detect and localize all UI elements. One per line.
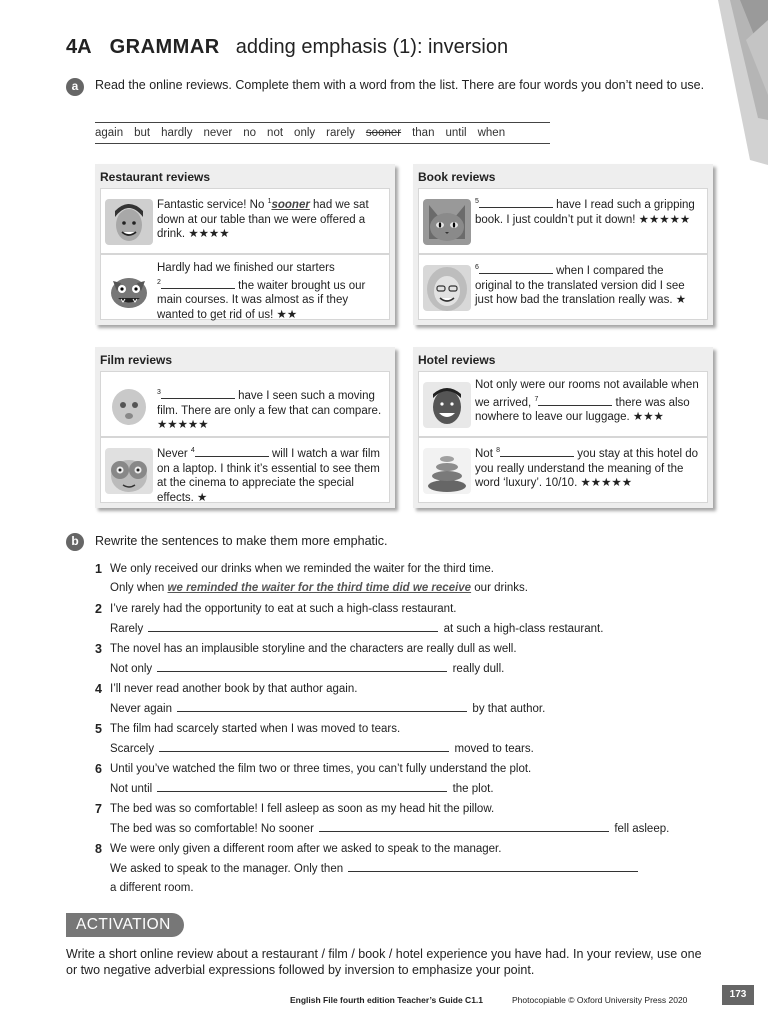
original-sentence: The film had scarcely started when I was moved to tears.	[110, 723, 401, 735]
man-face-image	[105, 199, 153, 245]
baby-face-image	[105, 382, 153, 428]
original-sentence: We only received our drinks when we reminded the waiter for the third time.	[110, 563, 494, 575]
original-sentence: I’ll never read another book by that author again.	[110, 683, 358, 695]
word: until	[445, 127, 467, 139]
rewrite-ending: moved to tears.	[454, 743, 534, 755]
rewrite-ending: at such a high-class restaurant.	[443, 623, 604, 635]
word: hardly	[161, 127, 193, 139]
rewrite-item	[95, 562, 735, 596]
exercise-a-badge: a	[66, 78, 84, 96]
review-text-end: have I seen such a moving film. There are only a few that can compare. ★★★★★	[157, 389, 382, 432]
answer-line[interactable]	[157, 661, 447, 672]
monster-image	[105, 265, 153, 311]
rewrite-line	[95, 621, 735, 637]
review-text-start: Not	[475, 447, 497, 460]
original-sentence: The novel has an implausible storyline and the characters are really dull as well.	[110, 643, 517, 655]
review-text-start: Never	[157, 447, 191, 460]
review-text-end: will I watch a war film on a laptop. I think it’s essential to see them at the cinema to appreciate the special effects. ★	[157, 447, 380, 505]
panel-header: Book reviews	[418, 170, 496, 184]
review-card	[418, 188, 708, 254]
review-text	[475, 444, 703, 491]
rewrite-ending: by that author.	[472, 703, 546, 715]
item-number: 6	[95, 762, 102, 776]
footer-copyright: Photocopiable © Oxford University Press 2020	[512, 995, 688, 1005]
item-number: 5	[95, 722, 102, 736]
answer-line[interactable]	[319, 821, 609, 832]
item-number: 7	[95, 802, 102, 816]
review-text	[475, 378, 703, 425]
rewrite-ending: fell asleep.	[614, 823, 670, 835]
word: than	[412, 127, 435, 139]
word-list	[95, 122, 550, 144]
exercise-b-instruction: Rewrite the sentences to make them more emphatic.	[95, 534, 388, 548]
footer-book-title: English File fourth edition Teacher’s Guide C1.1	[290, 995, 484, 1005]
rewrite-prompt: Scarcely	[110, 743, 155, 755]
gap-number: 5	[475, 198, 479, 205]
topic-label: adding emphasis (1): inversion	[235, 36, 509, 58]
item-number: 8	[95, 842, 102, 856]
rewrite-prompt: Not only	[110, 663, 153, 675]
rewrite-prompt: The bed was so comfortable! No sooner	[110, 823, 314, 835]
stacked-stones-image	[423, 448, 471, 494]
item-number: 4	[95, 682, 102, 696]
answer-blank[interactable]	[479, 264, 553, 274]
panel-header: Restaurant reviews	[100, 170, 211, 184]
item-number: 2	[95, 602, 102, 616]
rewrite-prompt: Rarely	[110, 623, 144, 635]
example-answer: sooner	[271, 198, 310, 211]
book-reviews-panel	[413, 164, 713, 325]
review-card	[100, 371, 390, 437]
answer-blank[interactable]	[161, 389, 235, 399]
word: again	[95, 127, 124, 139]
review-text	[157, 261, 385, 323]
review-text-end: had we sat down at our table than we were offered a drink. ★★★★	[157, 198, 369, 241]
gap-number: 4	[190, 447, 195, 454]
word: only	[294, 127, 316, 139]
review-text-end: when I compared the original to the translated version did I see just how bad the translation really was. ★	[475, 264, 687, 307]
activation-label: ACTIVATION	[66, 913, 184, 937]
answer-blank[interactable]	[195, 447, 269, 457]
restaurant-reviews-panel	[95, 164, 395, 325]
word: but	[134, 127, 151, 139]
review-text-start: Hardly had we finished our starters	[157, 262, 335, 274]
review-card	[418, 437, 708, 503]
rewrite-prompt: We asked to speak to the manager. Only then	[110, 863, 344, 875]
original-sentence: We were only given a different room after we asked to speak to the manager.	[110, 843, 502, 855]
activation-text: Write a short online review about a restaurant / film / book / hotel experience you have had. In your review, use one or two negative adverbial expressions followed by inversion to emphasize your point.	[66, 947, 702, 977]
rewrite-prompt: Never again	[110, 703, 173, 715]
woman-face-image	[423, 265, 471, 311]
review-text-end: there was also nowhere to leave our luggage. ★★★	[475, 396, 690, 424]
review-text	[157, 444, 385, 506]
page-number: 173	[722, 985, 754, 1005]
answer-line[interactable]	[159, 741, 449, 752]
unit-label: 4A	[66, 36, 92, 58]
review-card	[100, 437, 390, 503]
review-card	[418, 371, 708, 437]
rewrite-ending: really dull.	[452, 663, 505, 675]
gap-number: 1	[267, 198, 272, 205]
word: not	[267, 127, 284, 139]
exercise-a-instruction: Read the online reviews. Complete them with a word from the list. There are four words you don’t need to use.	[95, 78, 705, 92]
item-number: 3	[95, 642, 102, 656]
review-text	[157, 195, 385, 242]
review-card	[418, 254, 708, 320]
rewrite-item	[95, 722, 735, 757]
item-number: 1	[95, 562, 102, 576]
word-used: sooner	[365, 127, 402, 139]
exercise-b-badge: b	[66, 533, 84, 551]
answer-line[interactable]	[148, 621, 438, 632]
review-card	[100, 188, 390, 254]
rewrite-line	[95, 821, 735, 837]
answer-line[interactable]	[157, 781, 447, 792]
rewrite-line	[95, 741, 735, 757]
rewrite-item	[95, 842, 735, 896]
page-title	[66, 36, 508, 59]
answer-line[interactable]	[348, 861, 638, 872]
rewrite-line	[95, 581, 735, 596]
review-text-end: have I read such a gripping book. I just couldn’t put it down! ★★★★★	[475, 198, 695, 226]
answer-blank[interactable]	[479, 198, 553, 208]
answer-line[interactable]	[177, 701, 467, 712]
review-text-start: Fantastic service! No	[157, 198, 268, 211]
rewrite-item	[95, 642, 735, 677]
rewrite-line	[95, 861, 735, 877]
word: no	[243, 127, 257, 139]
example-answer: we reminded the waiter for the third time did we receive	[167, 582, 472, 594]
word: rarely	[326, 127, 355, 139]
review-text	[157, 386, 385, 433]
doughnut-eyes-image	[105, 448, 153, 494]
hotel-reviews-panel	[413, 347, 713, 508]
rewrite-line	[95, 701, 735, 717]
answer-blank[interactable]	[161, 279, 235, 289]
rewrite-ending: the plot.	[452, 783, 494, 795]
rewrite-item	[95, 682, 735, 717]
rewrite-prompt: Only when	[110, 582, 168, 594]
original-sentence: The bed was so comfortable! I fell asleep as soon as my head hit the pillow.	[110, 803, 495, 815]
rewrite-item	[95, 762, 735, 797]
rewrite-ending: our drinks.	[471, 582, 528, 594]
panel-header: Hotel reviews	[418, 353, 496, 367]
original-sentence: I’ve rarely had the opportunity to eat at such a high-class restaurant.	[110, 603, 457, 615]
rewrite-ending: a different room.	[110, 882, 194, 894]
review-card	[100, 254, 390, 320]
review-text-end: the waiter brought us our main courses. It was almost as if they wanted to get rid of us! ★★	[157, 279, 366, 322]
review-text-start: Not only were our rooms not available when we arrived,	[475, 379, 699, 409]
corner-decoration	[710, 0, 768, 165]
answer-blank[interactable]	[500, 447, 574, 457]
panel-header: Film reviews	[100, 353, 173, 367]
rewrite-prompt: Not until	[110, 783, 153, 795]
rewrite-line	[95, 661, 735, 677]
rewrite-item	[95, 602, 735, 637]
film-reviews-panel	[95, 347, 395, 508]
section-label: GRAMMAR	[109, 36, 220, 58]
original-sentence: Until you’ve watched the film two or three times, you can’t fully understand the plot.	[110, 763, 532, 775]
word: when	[477, 127, 506, 139]
man-smiling-image	[423, 382, 471, 428]
review-text	[475, 195, 703, 227]
word: never	[203, 127, 233, 139]
rewrite-item	[95, 802, 735, 837]
cat-image	[423, 199, 471, 245]
review-text-end: you stay at this hotel do you really understand the meaning of the word ‘luxury’. 10/10. ★★★★★	[475, 447, 699, 490]
review-text	[475, 261, 703, 308]
gap-number: 8	[496, 447, 500, 454]
gap-number: 6	[475, 264, 479, 271]
gap-number: 3	[157, 389, 161, 396]
answer-blank[interactable]	[538, 396, 612, 406]
gap-number: 2	[157, 278, 161, 286]
gap-number: 7	[534, 395, 539, 403]
rewrite-line	[95, 781, 735, 797]
